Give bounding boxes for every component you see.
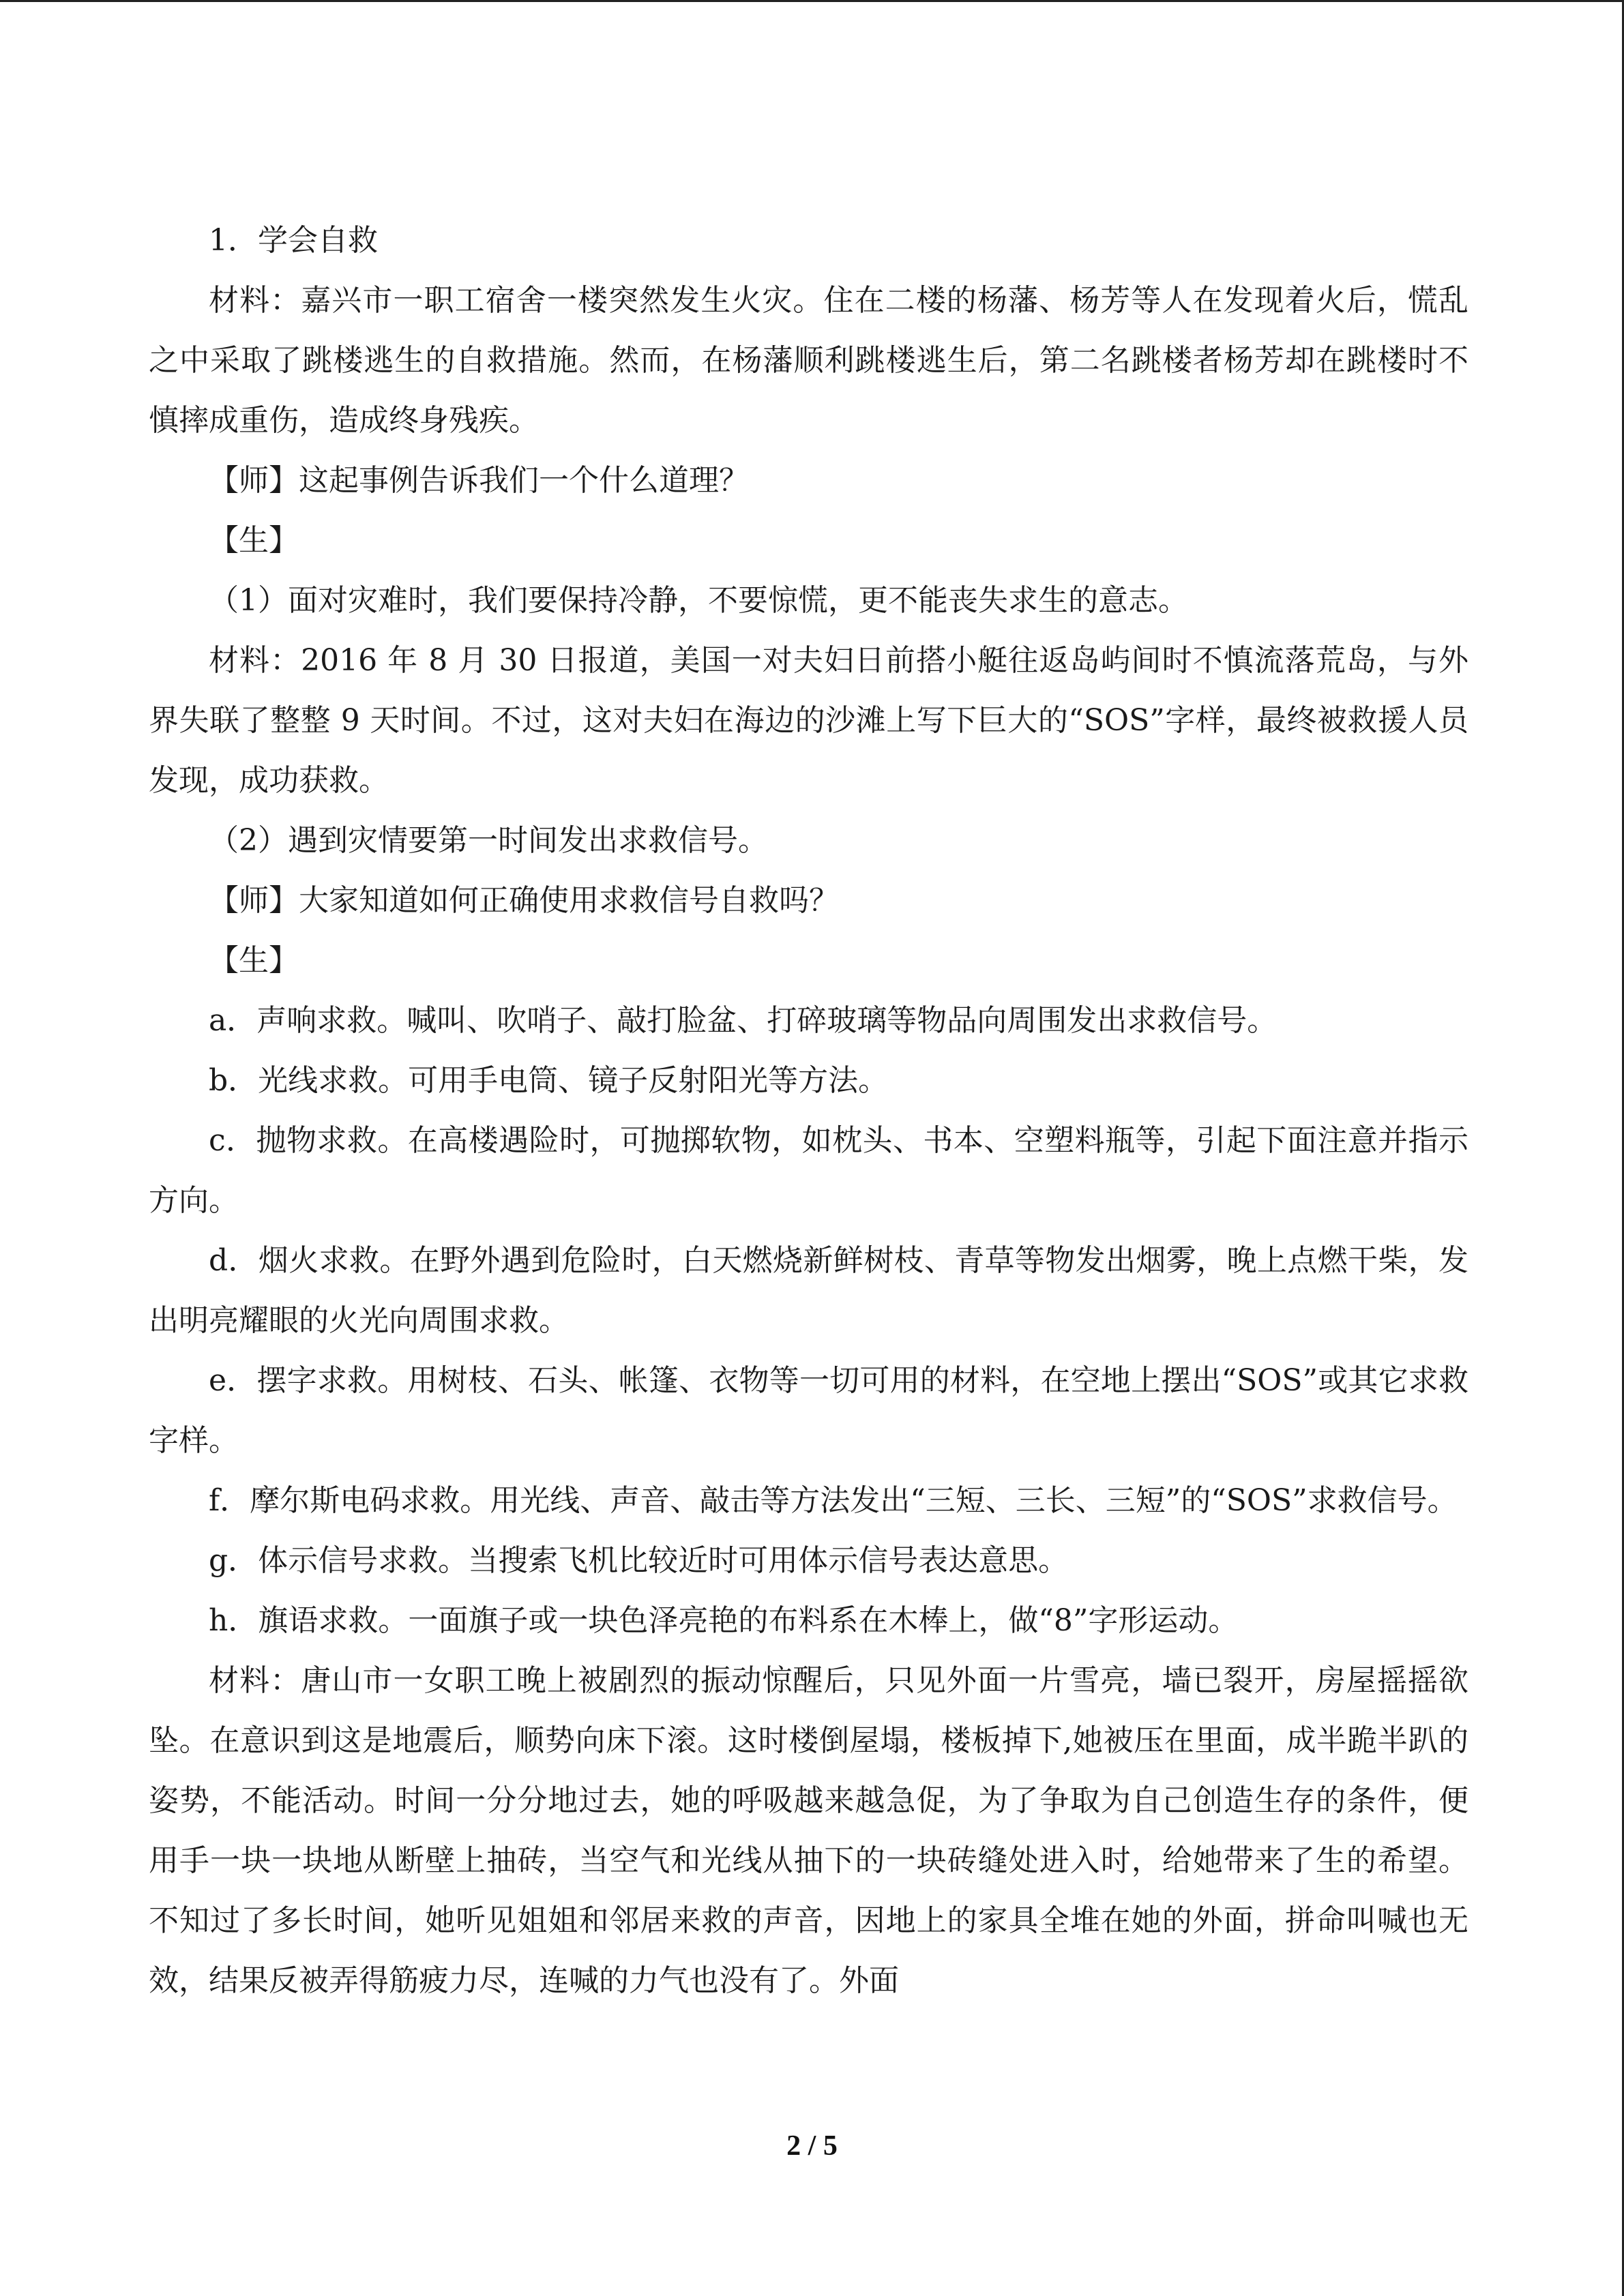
material-earthquake: 材料：唐山市一女职工晚上被剧烈的振动惊醒后，只见外面一片雪亮，墙已裂开，房屋摇摇欲坠。在意识到这是地震后，顺势向床下滚。这时楼倒屋塌，楼板掉下,她被压在里面，成半跪半趴的姿势，不能活动。时间一分分地过去，她的呼吸越来越急促，为了争取为自己创造生存的条件，便用手一块一块地从断壁上抽砖，当空气和光线从抽下的一块砖缝处进入时，给她带来了生的希望。不知过了多长时间，她听见姐姐和邻居来救的声音，因地上的家具全堆在她的外面，拼命叫喊也无效，结果反被弄得筋疲力尽，连喊的力气也没有了。外面 (149, 1663, 1468, 1998)
student-label-1: 【生】 (209, 523, 299, 558)
method-e: e．摆字求救。用树枝、石头、帐篷、衣物等一切可用的材料，在空地上摆出“SOS”或其它求救字样。 (149, 1363, 1468, 1458)
method-f: f．摩尔斯电码求救。用光线、声音、敲击等方法发出“三短、三长、三短”的“SOS”求救信号。 (209, 1483, 1458, 1518)
method-d: d．烟火求救。在野外遇到危险时，白天燃烧新鲜树枝、青草等物发出烟雾，晚上点燃干柴，发出明亮耀眼的火光向周围求救。 (149, 1243, 1468, 1338)
body-text (149, 211, 1468, 2011)
teacher-question-1: 【师】这起事例告诉我们一个什么道理？ (209, 463, 749, 498)
method-h: h．旗语求救。一面旗子或一块色泽亮艳的布料系在木棒上，做“8”字形运动。 (209, 1603, 1239, 1638)
teacher-question-2: 【师】大家知道如何正确使用求救信号自救吗？ (209, 883, 839, 918)
point-1: （1）面对灾难时，我们要保持冷静，不要惊慌，更不能丧失求生的意志。 (209, 583, 1188, 618)
method-g: g．体示信号求救。当搜索飞机比较近时可用体示信号表达意思。 (209, 1543, 1069, 1578)
method-b: b．光线求救。可用手电筒、镜子反射阳光等方法。 (209, 1063, 889, 1098)
student-label-2: 【生】 (209, 943, 299, 978)
section-heading: 1．学会自救 (209, 223, 378, 258)
material-fire: 材料：嘉兴市一职工宿舍一楼突然发生火灾。住在二楼的杨藩、杨芳等人在发现着火后，慌乱之中采取了跳楼逃生的自救措施。然而，在杨藩顺利跳楼逃生后，第二名跳楼者杨芳却在跳楼时不慎摔成重伤，造成终身残疾。 (149, 283, 1468, 438)
method-a: a．声响求救。喊叫、吹哨子、敲打脸盆、打碎玻璃等物品向周围发出求救信号。 (209, 1003, 1278, 1038)
material-sos-island: 材料：2016 年 8 月 30 日报道，美国一对夫妇日前搭小艇往返岛屿间时不慎流落荒岛，与外界失联了整整 9 天时间。不过，这对夫妇在海边的沙滩上写下巨大的“SOS”字样，最终被救援人员发现，成功获救。 (149, 643, 1468, 798)
method-c: c．抛物求救。在高楼遇险时，可抛掷软物，如枕头、书本、空塑料瓶等，引起下面注意并指示方向。 (149, 1123, 1468, 1218)
point-2: （2）遇到灾情要第一时间发出求救信号。 (209, 823, 768, 858)
page-number: 2 / 5 (786, 2130, 838, 2162)
